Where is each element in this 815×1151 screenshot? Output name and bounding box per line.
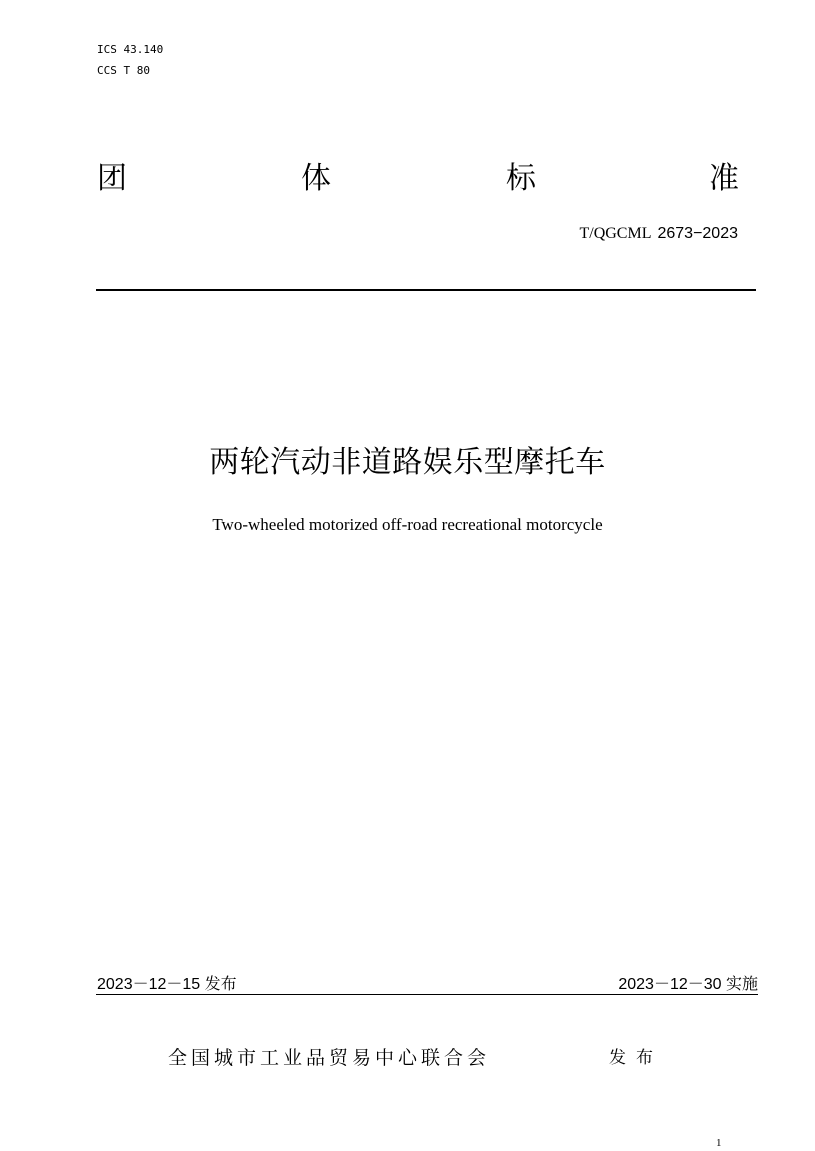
- ics-code: ICS 43.140: [97, 43, 164, 56]
- publisher-name: 全国城市工业品贸易中心联合会: [168, 1047, 491, 1069]
- page-number: 1: [716, 1137, 722, 1149]
- standard-number-digits: 2673−2023: [657, 225, 738, 242]
- publisher-action: 发布: [609, 1048, 663, 1068]
- category-char-standard: 标: [506, 161, 536, 196]
- implement-date: 2023－12－30 实施: [618, 976, 758, 993]
- ccs-code: CCS T 80: [97, 64, 150, 77]
- publish-date: 2023－12－15 发布: [97, 976, 237, 993]
- category-char-norm: 准: [709, 161, 739, 196]
- header-divider: [96, 289, 756, 291]
- category-char-group: 团: [97, 161, 127, 196]
- category-char-body: 体: [301, 161, 331, 196]
- standard-number: [579, 223, 738, 244]
- document-title-chinese: 两轮汽动非道路娱乐型摩托车: [209, 445, 606, 480]
- footer-divider: [96, 994, 758, 995]
- document-title-english: Two-wheeled motorized off-road recreational motorcycle: [212, 515, 603, 534]
- standard-number-prefix: T/QGCML: [579, 225, 652, 242]
